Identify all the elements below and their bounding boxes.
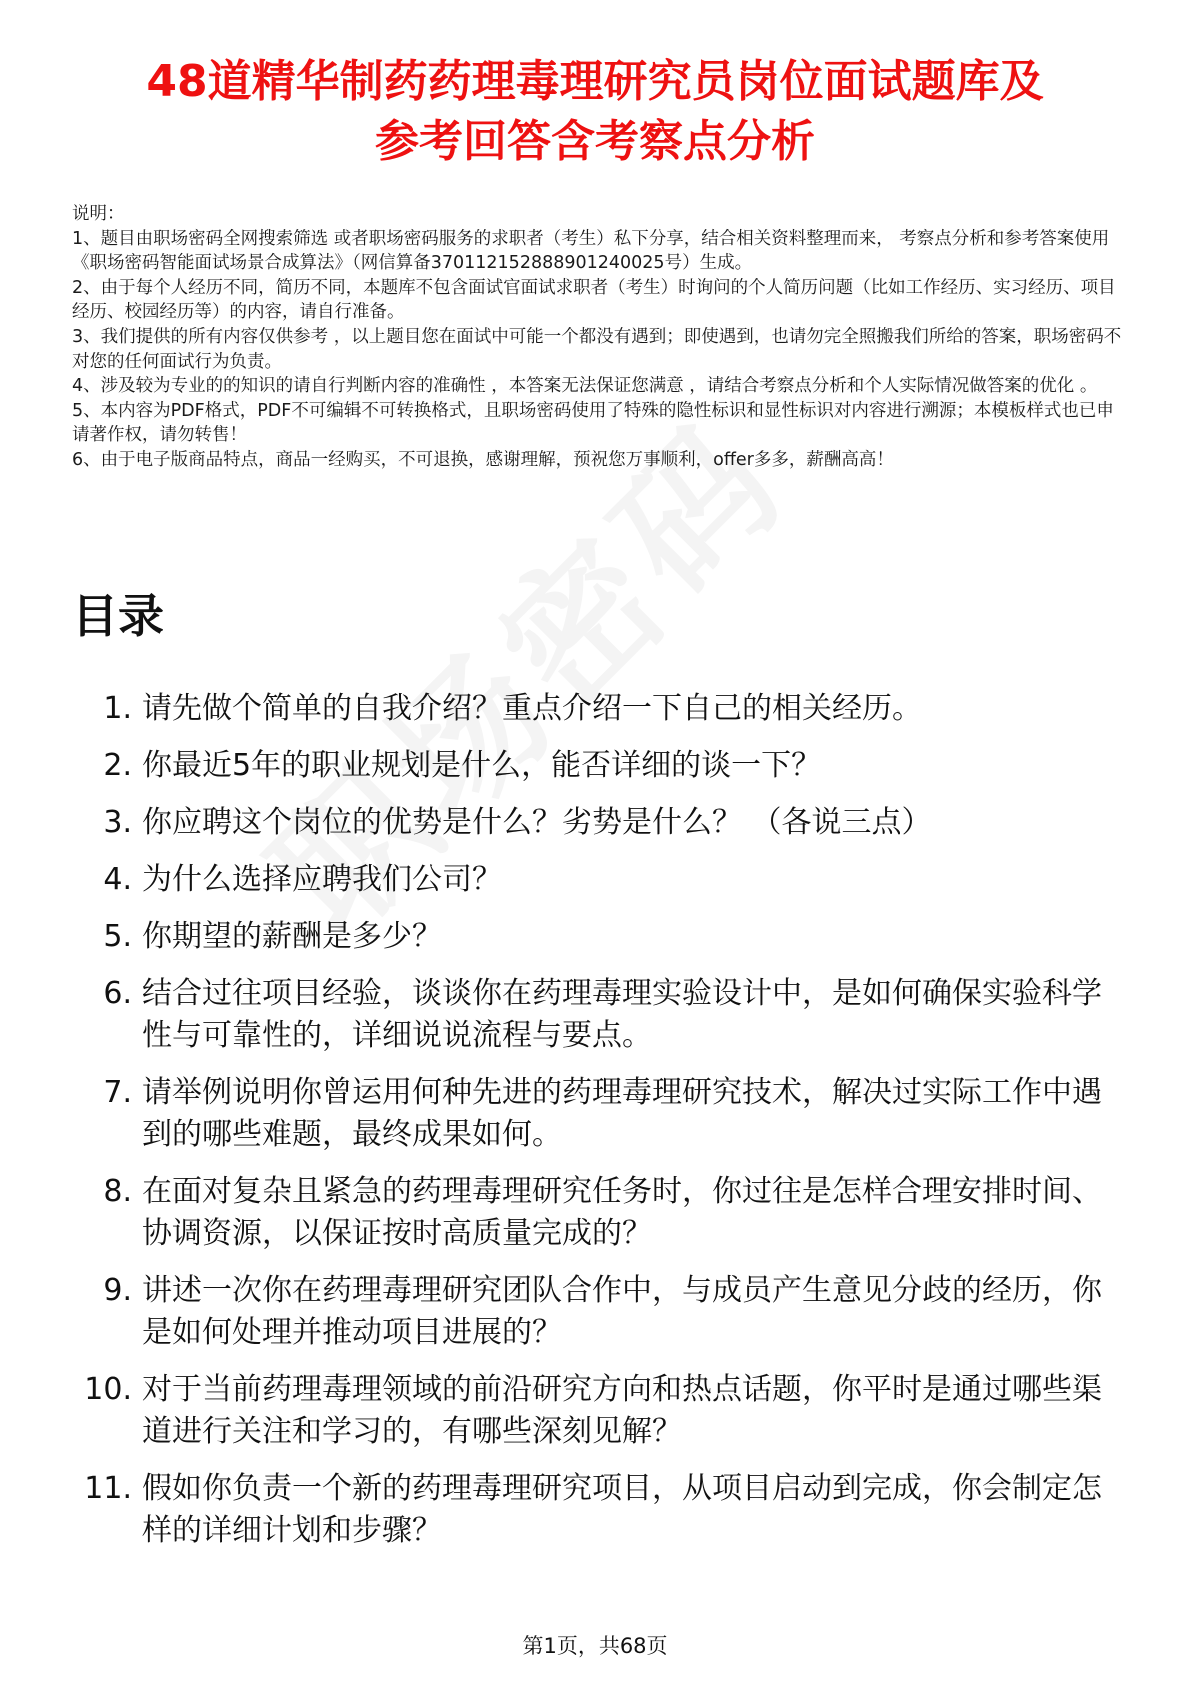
toc-item-text: 请举例说明你曾运用何种先进的药理毒理研究技术，解决过实际工作中遇到的哪些难题，最终成果如何。: [142, 1075, 1102, 1152]
toc-item-text: 你最近5年的职业规划是什么，能否详细的谈一下？: [142, 748, 822, 783]
note-item: 2、由于每个人经历不同，简历不同，本题库不包含面试官面试求职者（考生）时询问的个人简历问题（比如工作经历、实习经历、项目经历、校园经历等）的内容，请自行准备。: [72, 277, 1116, 323]
toc-item-number: 1.: [103, 691, 132, 726]
toc-item-text: 在面对复杂且紧急的药理毒理研究任务时，你过往是怎样合理安排时间、协调资源，以保证按时高质量完成的？: [142, 1174, 1102, 1251]
note-item: 1、题目由职场密码全网搜索筛选 或者职场密码服务的求职者（考生）私下分享，结合相关资料整理而来， 考察点分析和参考答案使用《职场密码智能面试场景合成算法》（网信算备370112152888901240025号）生成。: [72, 228, 1110, 274]
disclaimer-notes: [72, 202, 1122, 473]
toc-item-number: 8.: [103, 1174, 132, 1209]
toc-item-number: 6.: [103, 976, 132, 1011]
toc-item-number: 11.: [84, 1471, 132, 1506]
toc-item-text: 你期望的薪酬是多少？: [142, 919, 442, 954]
toc-item-number: 9.: [103, 1273, 132, 1308]
toc-item-number: 4.: [103, 862, 132, 897]
note-item: 4、涉及较为专业的的知识的请自行判断内容的准确性 ，本答案无法保证您满意 ，请结合考察点分析和个人实际情况做答案的优化 。: [72, 376, 1098, 397]
toc-item-text: 对于当前药理毒理领域的前沿研究方向和热点话题，你平时是通过哪些渠道进行关注和学习的，有哪些深刻见解？: [142, 1372, 1102, 1449]
table-of-contents: [72, 688, 1122, 1567]
toc-item[interactable]: [72, 1468, 1122, 1552]
toc-item-text: 讲述一次你在药理毒理研究团队合作中，与成员产生意见分歧的经历，你是如何处理并推动项目进展的？: [142, 1273, 1102, 1350]
title-line-1: 48道精华制药药理毒理研究员岗位面试题库及: [146, 56, 1044, 107]
title-line-2: 参考回答含考察点分析: [375, 116, 815, 167]
toc-item[interactable]: [72, 859, 1122, 901]
toc-item-number: 3.: [103, 805, 132, 840]
toc-item[interactable]: [72, 802, 1122, 844]
toc-item[interactable]: [72, 1072, 1122, 1156]
toc-item-number: 7.: [103, 1075, 132, 1110]
notes-heading: 说明：: [72, 204, 125, 224]
toc-item[interactable]: [72, 745, 1122, 787]
toc-item[interactable]: [72, 916, 1122, 958]
toc-item-text: 你应聘这个岗位的优势是什么？劣势是什么？ （各说三点）: [142, 805, 932, 840]
toc-item-number: 2.: [103, 748, 132, 783]
toc-item-text: 请先做个简单的自我介绍？重点介绍一下自己的相关经历。: [142, 691, 922, 726]
toc-item-number: 10.: [84, 1372, 132, 1407]
toc-item[interactable]: [72, 973, 1122, 1057]
toc-item[interactable]: [72, 1369, 1122, 1453]
toc-item[interactable]: [72, 1270, 1122, 1354]
toc-item[interactable]: [72, 688, 1122, 730]
note-item: 3、我们提供的所有内容仅供参考 ，以上题目您在面试中可能一个都没有遇到；即使遇到，也请勿完全照搬我们所给的答案，职场密码不对您的任何面试行为负责。: [72, 326, 1122, 372]
document-title: [60, 52, 1130, 172]
toc-item[interactable]: [72, 1171, 1122, 1255]
note-item: 6、由于电子版商品特点，商品一经购买，不可退换，感谢理解，预祝您万事顺利，offer多多，薪酬高高！: [72, 449, 894, 470]
toc-item-text: 结合过往项目经验，谈谈你在药理毒理实验设计中，是如何确保实验科学性与可靠性的，详细说说流程与要点。: [142, 976, 1102, 1053]
page-number-footer: 第1页，共68页: [522, 1634, 668, 1658]
toc-item-number: 5.: [103, 919, 132, 954]
toc-item-text: 为什么选择应聘我们公司？: [142, 862, 502, 897]
toc-item-text: 假如你负责一个新的药理毒理研究项目，从项目启动到完成，你会制定怎样的详细计划和步骤？: [142, 1471, 1102, 1548]
note-item: 5、本内容为PDF格式，PDF不可编辑不可转换格式，且职场密码使用了特殊的隐性标识和显性标识对内容进行溯源；本模板样式也已申请著作权，请勿转售！: [72, 400, 1114, 446]
toc-heading: 目录: [72, 589, 164, 643]
